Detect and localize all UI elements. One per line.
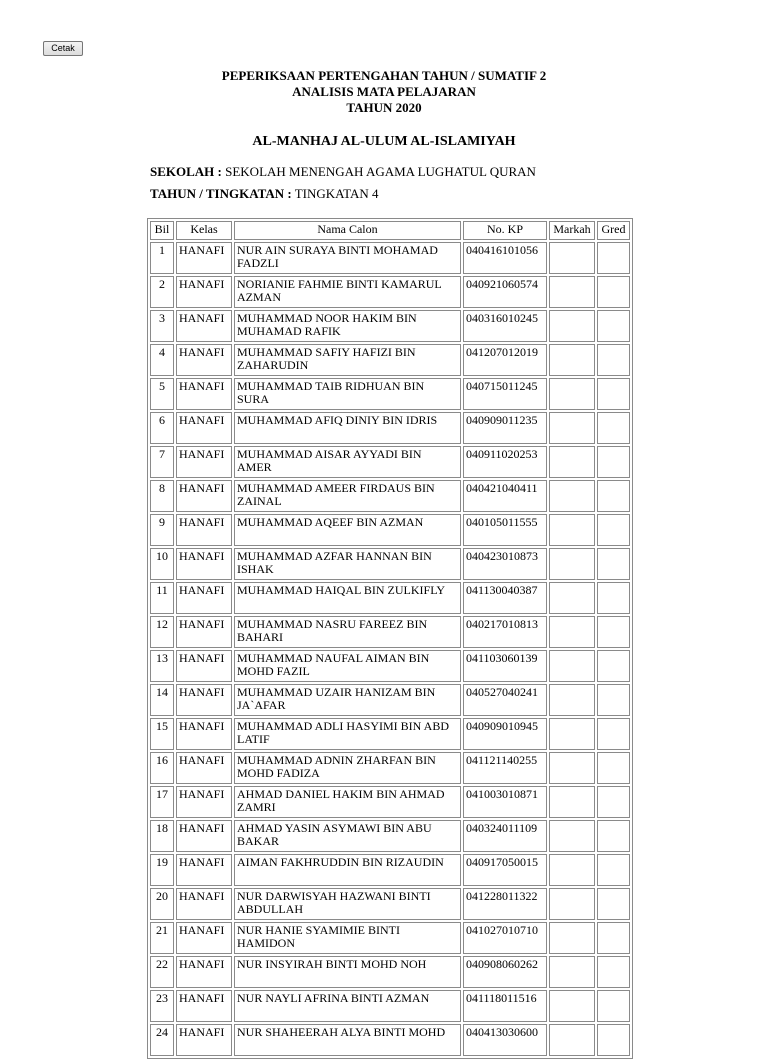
table-row — [150, 548, 630, 580]
row-bil: 1 — [150, 242, 174, 274]
row-kelas: HANAFI — [176, 378, 232, 410]
table-row — [150, 820, 630, 852]
row-kp: 040316010245 — [463, 310, 547, 342]
row-gred — [597, 378, 630, 410]
table-row — [150, 684, 630, 716]
row-nama: MUHAMMAD AQEEF BIN AZMAN — [234, 514, 461, 546]
row-bil: 23 — [150, 990, 174, 1022]
row-gred — [597, 480, 630, 512]
row-nama: AHMAD DANIEL HAKIM BIN AHMAD ZAMRI — [234, 786, 461, 818]
row-kp: 040908060262 — [463, 956, 547, 988]
row-bil: 8 — [150, 480, 174, 512]
row-nama: MUHAMMAD SAFIY HAFIZI BIN ZAHARUDIN — [234, 344, 461, 376]
table-row — [150, 888, 630, 920]
table-row — [150, 1024, 630, 1056]
row-nama: NUR HANIE SYAMIMIE BINTI HAMIDON — [234, 922, 461, 954]
row-gred — [597, 446, 630, 478]
row-kp: 041121140255 — [463, 752, 547, 784]
row-gred — [597, 718, 630, 750]
row-gred — [597, 344, 630, 376]
row-gred — [597, 276, 630, 308]
row-kelas: HANAFI — [176, 786, 232, 818]
row-markah — [549, 752, 595, 784]
header-gred: Gred — [597, 221, 630, 240]
row-gred — [597, 684, 630, 716]
header-nama: Nama Calon — [234, 221, 461, 240]
row-gred — [597, 616, 630, 648]
level-value: TINGKATAN 4 — [294, 186, 379, 201]
row-kp: 040413030600 — [463, 1024, 547, 1056]
table-row — [150, 956, 630, 988]
row-markah — [549, 582, 595, 614]
level-label: TAHUN / TINGKATAN : — [150, 186, 292, 201]
row-markah — [549, 276, 595, 308]
header-markah: Markah — [549, 221, 595, 240]
row-kelas: HANAFI — [176, 276, 232, 308]
row-kp: 040909010945 — [463, 718, 547, 750]
row-bil: 13 — [150, 650, 174, 682]
row-bil: 17 — [150, 786, 174, 818]
row-markah — [549, 786, 595, 818]
row-markah — [549, 412, 595, 444]
row-nama: MUHAMMAD NAUFAL AIMAN BIN MOHD FAZIL — [234, 650, 461, 682]
row-kelas: HANAFI — [176, 956, 232, 988]
row-markah — [549, 650, 595, 682]
print-button[interactable]: Cetak — [43, 41, 83, 56]
table-row — [150, 582, 630, 614]
row-markah — [549, 854, 595, 886]
row-gred — [597, 548, 630, 580]
row-nama: MUHAMMAD TAIB RIDHUAN BIN SURA — [234, 378, 461, 410]
row-markah — [549, 378, 595, 410]
row-kp: 040324011109 — [463, 820, 547, 852]
row-nama: NUR AIN SURAYA BINTI MOHAMAD FADZLI — [234, 242, 461, 274]
row-kelas: HANAFI — [176, 582, 232, 614]
table-row — [150, 242, 630, 274]
row-kelas: HANAFI — [176, 684, 232, 716]
table-row — [150, 412, 630, 444]
row-kelas: HANAFI — [176, 616, 232, 648]
row-markah — [549, 990, 595, 1022]
row-gred — [597, 242, 630, 274]
results-table — [147, 218, 633, 1059]
row-nama: MUHAMMAD AZFAR HANNAN BIN ISHAK — [234, 548, 461, 580]
table-row — [150, 616, 630, 648]
row-kp: 041027010710 — [463, 922, 547, 954]
row-kelas: HANAFI — [176, 310, 232, 342]
row-bil: 15 — [150, 718, 174, 750]
row-markah — [549, 820, 595, 852]
row-gred — [597, 310, 630, 342]
row-gred — [597, 514, 630, 546]
row-bil: 14 — [150, 684, 174, 716]
row-markah — [549, 446, 595, 478]
row-nama: MUHAMMAD AFIQ DINIY BIN IDRIS — [234, 412, 461, 444]
row-gred — [597, 854, 630, 886]
row-kp: 041130040387 — [463, 582, 547, 614]
school-value: SEKOLAH MENENGAH AGAMA LUGHATUL QURAN — [225, 164, 536, 179]
level-info — [150, 186, 379, 202]
row-kp: 040217010813 — [463, 616, 547, 648]
row-nama: MUHAMMAD ADNIN ZHARFAN BIN MOHD FADIZA — [234, 752, 461, 784]
row-kp: 040527040241 — [463, 684, 547, 716]
row-gred — [597, 650, 630, 682]
row-nama: NUR DARWISYAH HAZWANI BINTI ABDULLAH — [234, 888, 461, 920]
table-row — [150, 922, 630, 954]
row-kp: 040911020253 — [463, 446, 547, 478]
row-markah — [549, 684, 595, 716]
row-kelas: HANAFI — [176, 650, 232, 682]
row-nama: MUHAMMAD AISAR AYYADI BIN AMER — [234, 446, 461, 478]
row-markah — [549, 1024, 595, 1056]
row-kp: 040421040411 — [463, 480, 547, 512]
row-gred — [597, 786, 630, 818]
row-markah — [549, 548, 595, 580]
row-markah — [549, 922, 595, 954]
row-nama: NORIANIE FAHMIE BINTI KAMARUL AZMAN — [234, 276, 461, 308]
row-nama: AIMAN FAKHRUDDIN BIN RIZAUDIN — [234, 854, 461, 886]
row-nama: MUHAMMAD NOOR HAKIM BIN MUHAMAD RAFIK — [234, 310, 461, 342]
row-markah — [549, 616, 595, 648]
row-nama: MUHAMMAD UZAIR HANIZAM BIN JA`AFAR — [234, 684, 461, 716]
row-kp: 040416101056 — [463, 242, 547, 274]
school-info — [150, 164, 536, 180]
row-bil: 16 — [150, 752, 174, 784]
row-kelas: HANAFI — [176, 752, 232, 784]
row-gred — [597, 956, 630, 988]
row-gred — [597, 1024, 630, 1056]
table-row — [150, 310, 630, 342]
row-bil: 4 — [150, 344, 174, 376]
row-bil: 5 — [150, 378, 174, 410]
row-markah — [549, 310, 595, 342]
table-row — [150, 344, 630, 376]
row-kelas: HANAFI — [176, 480, 232, 512]
row-bil: 9 — [150, 514, 174, 546]
row-bil: 7 — [150, 446, 174, 478]
year-title: TAHUN 2020 — [346, 100, 422, 115]
row-nama: NUR NAYLI AFRINA BINTI AZMAN — [234, 990, 461, 1022]
row-gred — [597, 582, 630, 614]
row-markah — [549, 888, 595, 920]
row-kelas: HANAFI — [176, 1024, 232, 1056]
row-kelas: HANAFI — [176, 412, 232, 444]
table-row — [150, 378, 630, 410]
row-kp: 041003010871 — [463, 786, 547, 818]
row-kp: 041103060139 — [463, 650, 547, 682]
row-gred — [597, 888, 630, 920]
row-bil: 18 — [150, 820, 174, 852]
row-markah — [549, 514, 595, 546]
table-row — [150, 752, 630, 784]
row-gred — [597, 752, 630, 784]
row-kelas: HANAFI — [176, 548, 232, 580]
table-row — [150, 990, 630, 1022]
row-bil: 10 — [150, 548, 174, 580]
exam-title: PEPERIKSAAN PERTENGAHAN TAHUN / SUMATIF 2 — [221, 68, 547, 83]
row-nama: MUHAMMAD ADLI HASYIMI BIN ABD LATIF — [234, 718, 461, 750]
row-nama: MUHAMMAD AMEER FIRDAUS BIN ZAINAL — [234, 480, 461, 512]
header-kelas: Kelas — [176, 221, 232, 240]
row-kp: 041118011516 — [463, 990, 547, 1022]
row-nama: MUHAMMAD NASRU FAREEZ BIN BAHARI — [234, 616, 461, 648]
row-markah — [549, 242, 595, 274]
row-kp: 040917050015 — [463, 854, 547, 886]
row-kelas: HANAFI — [176, 344, 232, 376]
table-row — [150, 276, 630, 308]
row-kp: 041207012019 — [463, 344, 547, 376]
row-nama: AHMAD YASIN ASYMAWI BIN ABU BAKAR — [234, 820, 461, 852]
row-bil: 20 — [150, 888, 174, 920]
table-row — [150, 854, 630, 886]
row-kp: 040105011555 — [463, 514, 547, 546]
row-gred — [597, 412, 630, 444]
subject-title: AL-MANHAJ AL-ULUM AL-ISLAMIYAH — [252, 134, 516, 149]
row-bil: 24 — [150, 1024, 174, 1056]
row-kelas: HANAFI — [176, 718, 232, 750]
row-gred — [597, 990, 630, 1022]
school-label: SEKOLAH : — [150, 164, 222, 179]
row-gred — [597, 820, 630, 852]
row-nama: NUR SHAHEERAH ALYA BINTI MOHD — [234, 1024, 461, 1056]
row-gred — [597, 922, 630, 954]
analysis-title: ANALISIS MATA PELAJARAN — [292, 84, 476, 99]
table-row — [150, 650, 630, 682]
row-bil: 19 — [150, 854, 174, 886]
table-row — [150, 480, 630, 512]
table-row — [150, 514, 630, 546]
row-kp: 040423010873 — [463, 548, 547, 580]
row-nama: MUHAMMAD HAIQAL BIN ZULKIFLY — [234, 582, 461, 614]
row-kelas: HANAFI — [176, 854, 232, 886]
row-bil: 11 — [150, 582, 174, 614]
row-markah — [549, 956, 595, 988]
table-row — [150, 786, 630, 818]
row-kelas: HANAFI — [176, 990, 232, 1022]
row-bil: 22 — [150, 956, 174, 988]
report-title-block — [0, 68, 768, 116]
row-kp: 041228011322 — [463, 888, 547, 920]
header-bil: Bil — [150, 221, 174, 240]
row-kp: 040715011245 — [463, 378, 547, 410]
row-kp: 040921060574 — [463, 276, 547, 308]
row-kelas: HANAFI — [176, 446, 232, 478]
row-kelas: HANAFI — [176, 922, 232, 954]
row-bil: 12 — [150, 616, 174, 648]
row-kelas: HANAFI — [176, 820, 232, 852]
row-kp: 040909011235 — [463, 412, 547, 444]
row-bil: 2 — [150, 276, 174, 308]
table-row — [150, 718, 630, 750]
row-kelas: HANAFI — [176, 514, 232, 546]
row-bil: 3 — [150, 310, 174, 342]
row-markah — [549, 344, 595, 376]
row-kelas: HANAFI — [176, 242, 232, 274]
table-header-row — [150, 221, 630, 240]
row-nama: NUR INSYIRAH BINTI MOHD NOH — [234, 956, 461, 988]
row-markah — [549, 718, 595, 750]
row-kelas: HANAFI — [176, 888, 232, 920]
row-markah — [549, 480, 595, 512]
table-row — [150, 446, 630, 478]
row-bil: 21 — [150, 922, 174, 954]
row-bil: 6 — [150, 412, 174, 444]
header-kp: No. KP — [463, 221, 547, 240]
